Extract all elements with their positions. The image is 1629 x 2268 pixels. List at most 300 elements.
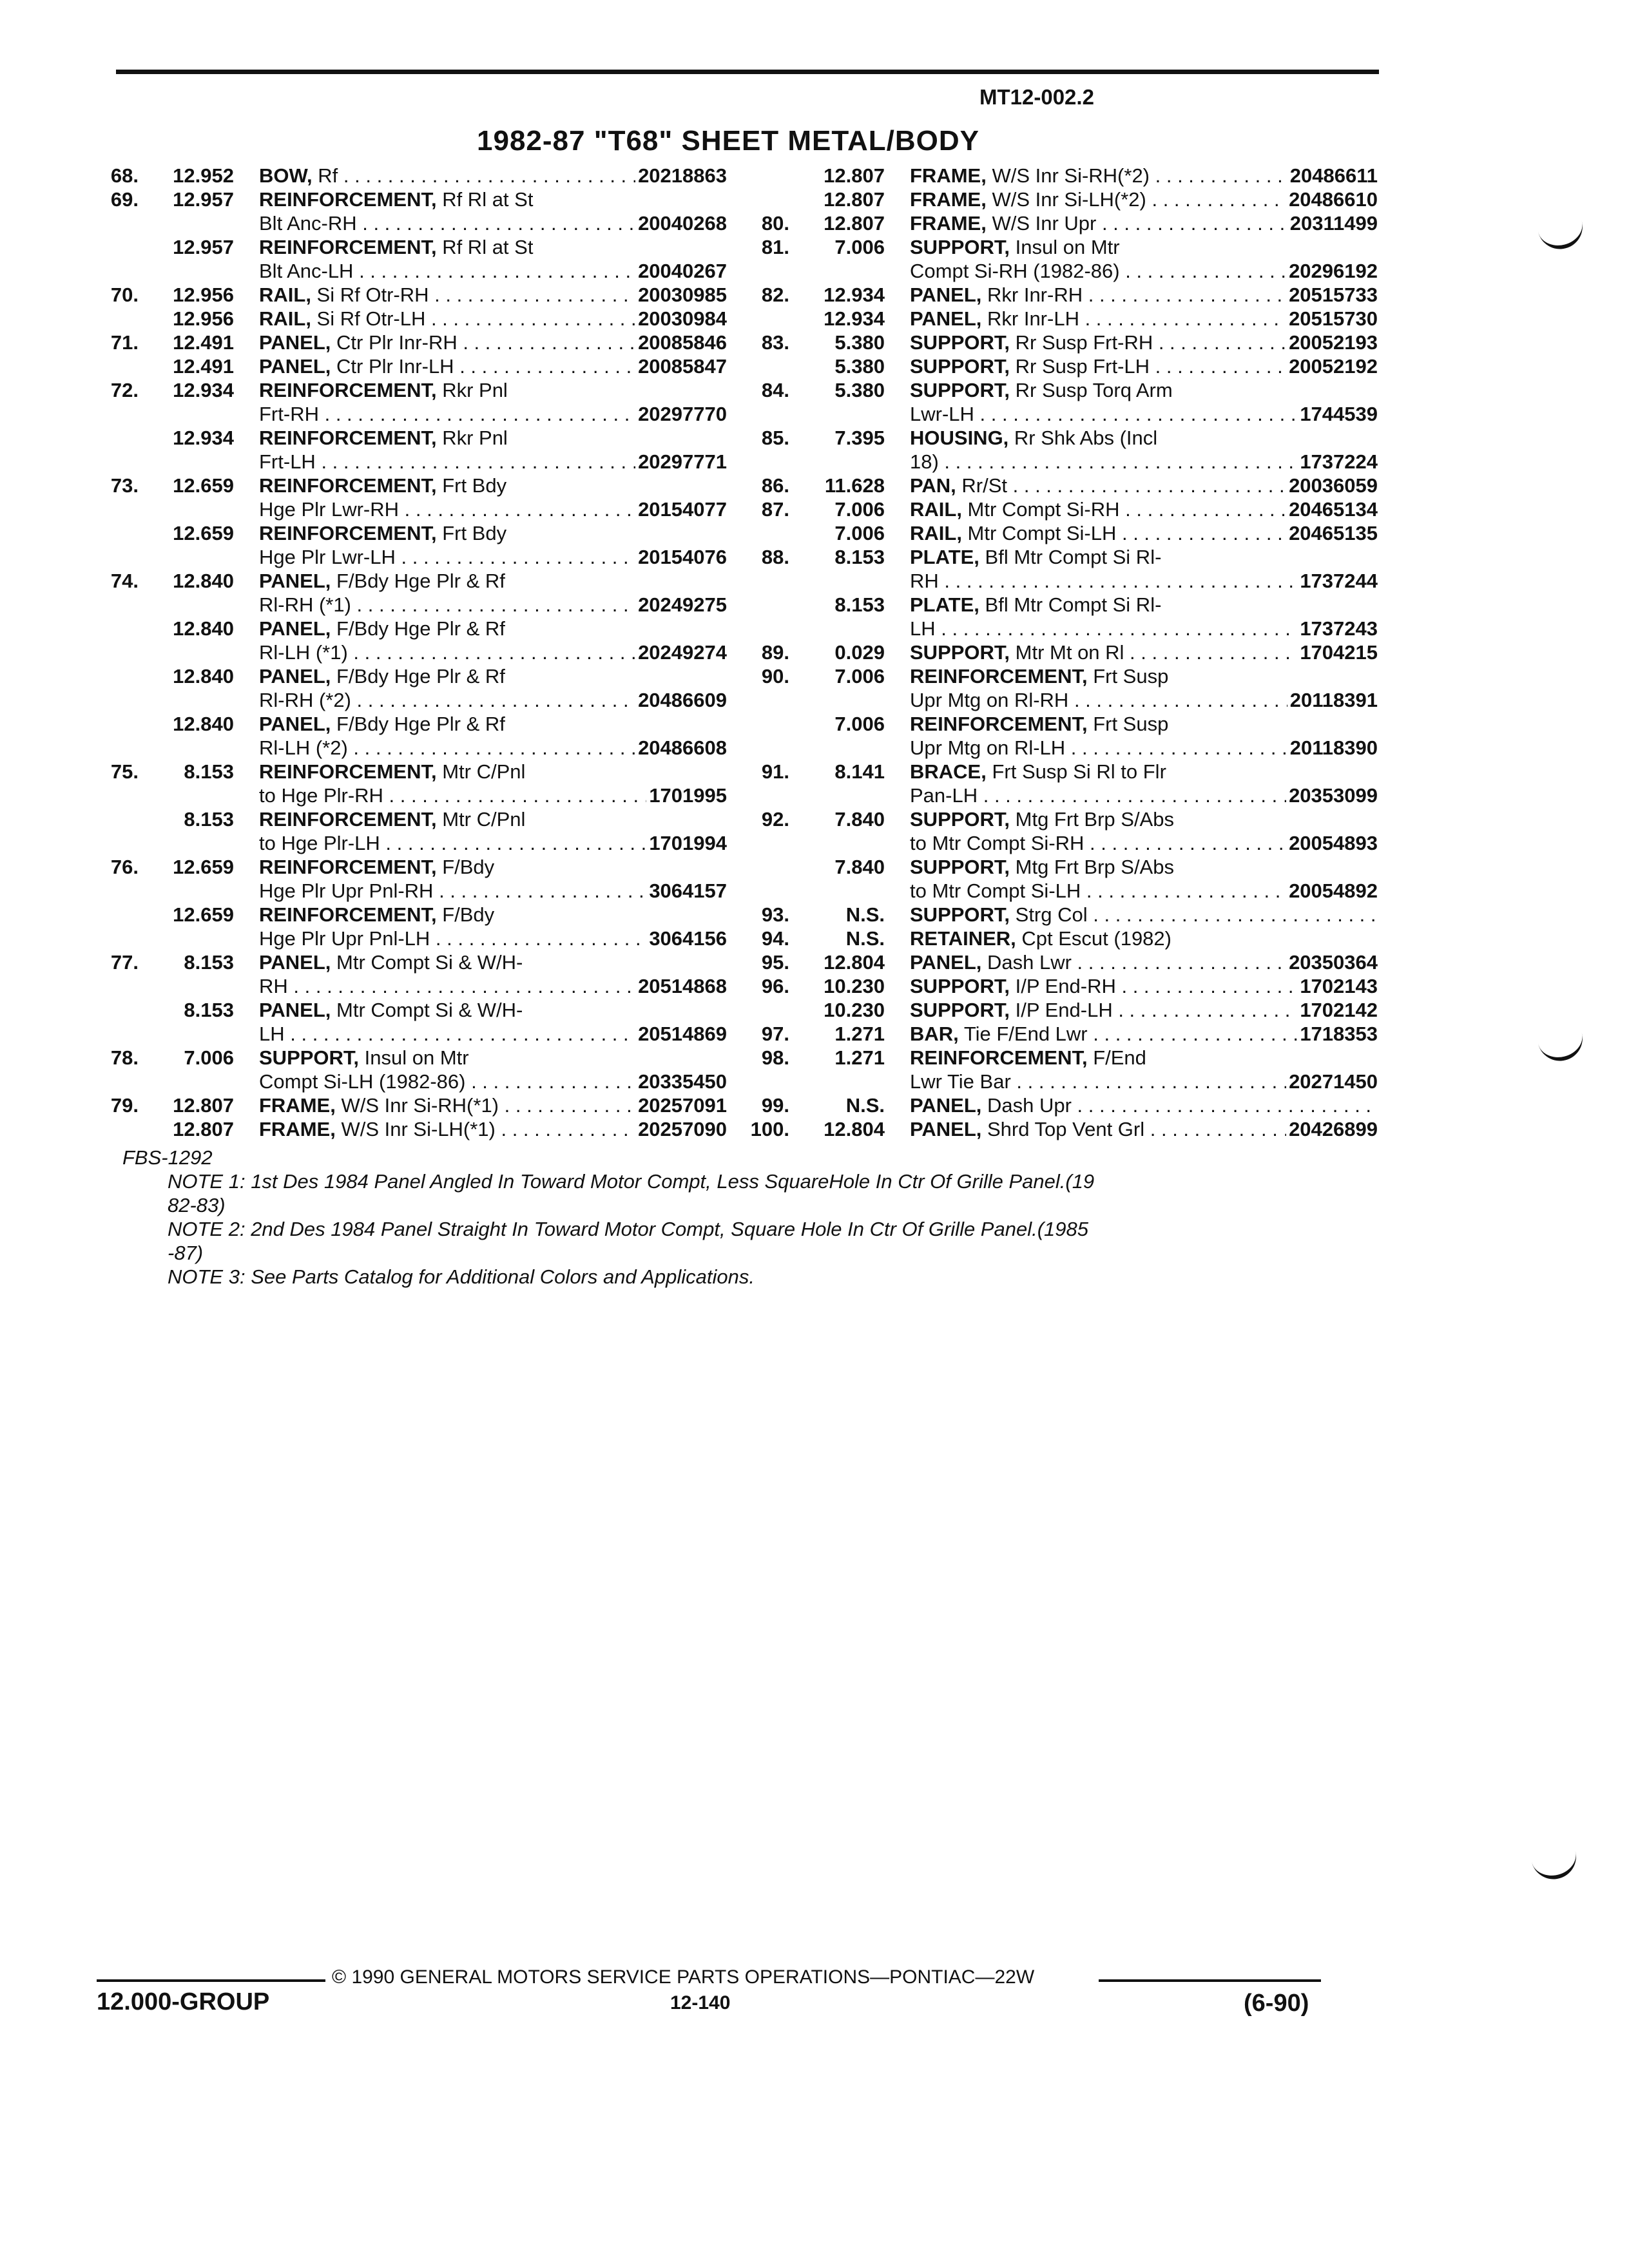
part-number: 1718353: [1297, 1022, 1378, 1046]
part-number: 20036059: [1286, 474, 1378, 497]
part-number: 20257091: [635, 1093, 727, 1117]
part-number: 20297771: [635, 450, 727, 474]
part-description: [259, 950, 727, 974]
part-detail: Lwr-LH: [910, 403, 974, 425]
note-2: NOTE 2: 2nd Des 1984 Panel Straight In Toward Motor Compt, Square Hole In Ctr Of Grille Panel.(1985: [168, 1218, 1088, 1240]
parts-list-row: [741, 927, 1385, 950]
part-detail: Dash Lwr: [981, 951, 1072, 974]
part-description: [259, 474, 727, 497]
part-description: [259, 211, 727, 235]
part-description: [259, 927, 727, 950]
part-detail: Mtr Compt Si & W/H-: [331, 951, 523, 974]
part-detail: Mtr Compt Si-RH: [961, 498, 1120, 521]
parts-list-row: [90, 998, 735, 1022]
part-description: [259, 831, 727, 855]
part-number: 20335450: [635, 1070, 727, 1093]
part-detail: F/Bdy Hge Plr & Rf: [331, 713, 505, 735]
part-number: 20514869: [635, 1022, 727, 1046]
group-code: 7.840: [834, 808, 885, 831]
parts-list-row: [741, 593, 1385, 617]
part-detail: Rr Susp Frt-RH: [1010, 331, 1153, 354]
header-rule: [116, 70, 1379, 74]
part-description: [259, 640, 727, 664]
part-detail: Frt-LH: [259, 450, 316, 473]
item-number: 79.: [110, 1094, 139, 1117]
parts-list-row: [90, 331, 735, 354]
parts-list-row: [90, 617, 735, 640]
part-detail: Frt Susp: [1087, 713, 1169, 735]
part-detail: Tie F/End Lwr: [958, 1023, 1088, 1045]
part-description: [259, 1093, 727, 1117]
part-description: [259, 664, 727, 688]
part-detail: Upr Mtg on Rl-RH: [910, 689, 1069, 711]
parts-list-row: [90, 950, 735, 974]
part-number: 20040268: [635, 211, 727, 235]
part-detail: Rr Susp Torq Arm: [1010, 379, 1173, 401]
group-code: 1.271: [834, 1023, 885, 1045]
group-code: 8.141: [834, 760, 885, 783]
item-number: 71.: [110, 331, 139, 354]
binder-hole-mark: [1538, 220, 1588, 254]
part-detail: Hge Plr Upr Pnl-LH: [259, 927, 430, 950]
group-code: N.S.: [845, 1094, 885, 1117]
part-description: [910, 807, 1378, 831]
part-name: HOUSING,: [910, 427, 1009, 449]
item-number: 85.: [761, 427, 789, 449]
group-code: 7.006: [184, 1046, 234, 1069]
part-number: 1701994: [646, 831, 727, 855]
parts-list-row: [741, 187, 1385, 211]
part-description: [910, 521, 1378, 545]
part-detail: Rkr Inr-LH: [981, 307, 1079, 330]
parts-list-row: [90, 903, 735, 927]
part-description: [910, 569, 1378, 593]
parts-list-row: [90, 1022, 735, 1046]
parts-list-row: [90, 855, 735, 879]
fbs-code: FBS-1292: [122, 1146, 213, 1169]
part-description: [259, 307, 727, 331]
part-name: PANEL,: [910, 951, 982, 974]
part-detail: Rkr Pnl: [436, 427, 508, 449]
part-detail: I/P End-RH: [1010, 975, 1116, 997]
parts-list-row: [741, 807, 1385, 831]
item-number: 69.: [110, 188, 139, 211]
part-description: [910, 402, 1378, 426]
part-description: [259, 378, 727, 402]
part-description: [259, 712, 727, 736]
parts-list-row: [741, 235, 1385, 259]
group-code: 7.006: [834, 713, 885, 735]
group-code: 12.659: [173, 903, 234, 926]
part-name: PLATE,: [910, 593, 979, 616]
part-name: REINFORCEMENT,: [910, 665, 1088, 687]
part-name: RAIL,: [910, 498, 962, 521]
part-detail: Rl-LH (*1): [259, 641, 348, 664]
part-description: [910, 426, 1378, 450]
group-code: 5.380: [834, 331, 885, 354]
part-number: 20486611: [1287, 164, 1378, 187]
part-description: [259, 426, 727, 450]
part-number: 20052192: [1286, 354, 1378, 378]
parts-list-row: [741, 879, 1385, 903]
parts-list-row: [90, 426, 735, 450]
part-number: 20118391: [1287, 688, 1378, 712]
note-1-cont: 82-83): [168, 1194, 226, 1216]
item-number: 81.: [761, 236, 789, 258]
page-number: 12-140: [670, 1992, 731, 2013]
part-number: 20271450: [1286, 1070, 1378, 1093]
part-detail: Rf Rl at St: [436, 236, 534, 258]
page-title: 1982-87 "T68" SHEET METAL/BODY: [477, 125, 979, 157]
part-detail: Pan-LH: [910, 784, 978, 807]
parts-list-left: [90, 164, 735, 1141]
part-detail: Mtr Compt Si & W/H-: [331, 999, 523, 1021]
parts-list-row: [90, 569, 735, 593]
parts-list-row: [741, 378, 1385, 402]
group-code: 12.807: [824, 212, 885, 235]
part-number: 1737224: [1297, 450, 1378, 474]
part-number: 3064156: [646, 927, 727, 950]
item-number: 82.: [761, 284, 789, 306]
parts-list-row: [90, 712, 735, 736]
parts-list-row: [90, 474, 735, 497]
parts-list-row: [90, 235, 735, 259]
part-description: [910, 497, 1378, 521]
part-number: 20054893: [1286, 831, 1378, 855]
parts-list-row: [741, 831, 1385, 855]
part-detail: F/Bdy Hge Plr & Rf: [331, 570, 505, 592]
part-description: [259, 283, 727, 307]
part-name: PLATE,: [910, 546, 979, 568]
part-description: [259, 736, 727, 760]
part-name: BAR,: [910, 1023, 959, 1045]
group-code: 12.957: [173, 236, 234, 258]
part-detail: Rkr Inr-RH: [981, 284, 1083, 306]
part-description: [910, 640, 1378, 664]
part-name: REINFORCEMENT,: [910, 713, 1088, 735]
part-detail: W/S Inr Si-LH(*1): [335, 1118, 496, 1140]
part-detail: Shrd Top Vent Grl: [981, 1118, 1145, 1140]
part-description: [259, 187, 727, 211]
part-number: 20052193: [1286, 331, 1378, 354]
part-name: FRAME,: [259, 1094, 336, 1117]
part-detail: W/S Inr Si-RH(*2): [986, 164, 1150, 187]
parts-list-row: [741, 283, 1385, 307]
part-name: REINFORCEMENT,: [259, 236, 437, 258]
group-code: 12.840: [173, 665, 234, 687]
part-name: SUPPORT,: [910, 355, 1010, 378]
part-detail: F/Bdy Hge Plr & Rf: [331, 617, 505, 640]
parts-list-row: [741, 1046, 1385, 1070]
parts-list-row: [741, 1117, 1385, 1141]
part-number: 20353099: [1286, 783, 1378, 807]
part-detail: to Hge Plr-LH: [259, 832, 380, 854]
parts-list-row: [741, 688, 1385, 712]
part-description: [910, 855, 1378, 879]
part-number: 20030985: [635, 283, 727, 307]
binder-hole-mark: [1532, 1850, 1581, 1884]
part-number: 20040267: [635, 259, 727, 283]
part-number: 20249275: [635, 593, 727, 617]
part-description: [259, 164, 727, 187]
parts-list-row: [741, 736, 1385, 760]
part-description: [259, 497, 727, 521]
part-detail: Compt Si-RH (1982-86): [910, 260, 1120, 282]
part-detail: Frt-RH: [259, 403, 319, 425]
group-code: 12.804: [824, 1118, 885, 1140]
parts-list-row: [90, 283, 735, 307]
note-2-cont: -87): [168, 1242, 204, 1264]
part-number: 1704215: [1297, 640, 1378, 664]
parts-list-row: [741, 569, 1385, 593]
item-number: 77.: [110, 951, 139, 974]
part-description: [259, 593, 727, 617]
part-number: 20350364: [1286, 950, 1378, 974]
item-number: 87.: [761, 498, 789, 521]
part-name: REINFORCEMENT,: [259, 903, 437, 926]
parts-list-row: [90, 1117, 735, 1141]
parts-list-row: [90, 450, 735, 474]
part-description: [259, 760, 727, 783]
parts-list-row: [90, 593, 735, 617]
parts-list-row: [741, 783, 1385, 807]
part-detail: Rr/St: [956, 474, 1007, 497]
part-description: [259, 855, 727, 879]
group-code: 12.934: [173, 379, 234, 401]
parts-list-row: [90, 760, 735, 783]
part-number: 20030984: [635, 307, 727, 331]
parts-list-row: [741, 259, 1385, 283]
part-name: RAIL,: [259, 284, 311, 306]
part-detail: Si Rf Otr-LH: [311, 307, 426, 330]
parts-list-row: [90, 164, 735, 187]
part-number: 3064157: [646, 879, 727, 903]
parts-list-row: [741, 354, 1385, 378]
part-detail: Rkr Pnl: [436, 379, 508, 401]
part-detail: Strg Col: [1010, 903, 1088, 926]
parts-list-right: [741, 164, 1385, 1141]
parts-list-row: [90, 378, 735, 402]
part-number: 20085847: [635, 354, 727, 378]
item-number: 73.: [110, 474, 139, 497]
part-detail: W/S Inr Si-LH(*2): [986, 188, 1146, 211]
part-description: [259, 569, 727, 593]
part-name: REINFORCEMENT,: [259, 427, 437, 449]
part-description: [259, 807, 727, 831]
parts-list-row: [90, 1046, 735, 1070]
parts-list-row: [90, 783, 735, 807]
parts-list-row: [741, 521, 1385, 545]
part-description: [259, 450, 727, 474]
part-name: FRAME,: [910, 212, 987, 235]
part-description: [910, 974, 1378, 998]
part-description: [910, 927, 1378, 950]
part-detail: Mtr Compt Si-LH: [961, 522, 1117, 544]
group-code: 12.956: [173, 307, 234, 330]
part-number: 1737243: [1297, 617, 1378, 640]
part-description: [259, 235, 727, 259]
group-code: 10.230: [824, 999, 885, 1021]
parts-list-row: [741, 1022, 1385, 1046]
part-description: [910, 331, 1378, 354]
part-description: [259, 1070, 727, 1093]
group-code: 12.934: [824, 307, 885, 330]
item-number: 74.: [110, 570, 139, 592]
part-detail: to Hge Plr-RH: [259, 784, 383, 807]
group-code: 7.006: [834, 498, 885, 521]
part-detail: Insul on Mtr: [359, 1046, 469, 1069]
parts-list-row: [741, 331, 1385, 354]
part-detail: Mtr C/Pnl: [436, 808, 526, 831]
item-number: 70.: [110, 284, 139, 306]
part-description: [259, 617, 727, 640]
part-description: [910, 879, 1378, 903]
part-number: 20154077: [635, 497, 727, 521]
group-code: 8.153: [184, 808, 234, 831]
group-code: 12.840: [173, 713, 234, 735]
part-number: 20465134: [1286, 497, 1378, 521]
part-name: RAIL,: [259, 307, 311, 330]
parts-list-row: [90, 259, 735, 283]
part-description: [910, 259, 1378, 283]
parts-list-row: [741, 712, 1385, 736]
part-description: [910, 187, 1378, 211]
part-description: [259, 1117, 727, 1141]
parts-list-row: [741, 998, 1385, 1022]
group-code: 8.153: [834, 546, 885, 568]
part-name: RAIL,: [910, 522, 962, 544]
part-description: [910, 760, 1378, 783]
part-description: [259, 903, 727, 927]
part-description: [259, 688, 727, 712]
part-number: 20296192: [1286, 259, 1378, 283]
parts-list-row: [90, 807, 735, 831]
parts-list-row: [90, 354, 735, 378]
item-number: 84.: [761, 379, 789, 401]
group-code: 5.380: [834, 355, 885, 378]
part-description: [910, 450, 1378, 474]
item-number: 75.: [110, 760, 139, 783]
parts-list-row: [741, 950, 1385, 974]
item-number: 92.: [761, 808, 789, 831]
part-description: [259, 1046, 727, 1070]
part-name: REINFORCEMENT,: [259, 808, 437, 831]
part-name: REINFORCEMENT,: [259, 856, 437, 878]
part-description: [259, 998, 727, 1022]
part-number: 20085846: [635, 331, 727, 354]
part-description: [910, 1093, 1378, 1117]
parts-list-row: [741, 855, 1385, 879]
copyright: © 1990 GENERAL MOTORS SERVICE PARTS OPERATIONS—PONTIAC—22W: [332, 1966, 1035, 1988]
part-name: SUPPORT,: [910, 641, 1010, 664]
part-name: PAN,: [910, 474, 956, 497]
item-number: 99.: [761, 1094, 789, 1117]
item-number: 80.: [761, 212, 789, 235]
part-number: 1702143: [1297, 974, 1378, 998]
item-number: 95.: [761, 951, 789, 974]
part-detail: Si Rf Otr-RH: [311, 284, 429, 306]
part-description: [910, 688, 1378, 712]
part-description: [910, 164, 1378, 187]
parts-list-row: [741, 974, 1385, 998]
parts-list-row: [741, 903, 1385, 927]
part-detail: Rf Rl at St: [436, 188, 534, 211]
part-name: PANEL,: [910, 1118, 982, 1140]
part-name: PANEL,: [259, 999, 331, 1021]
part-name: PANEL,: [259, 665, 331, 687]
part-name: PANEL,: [910, 1094, 982, 1117]
part-name: BOW,: [259, 164, 313, 187]
parts-list-row: [90, 664, 735, 688]
part-number: 20486609: [635, 688, 727, 712]
part-description: [910, 1117, 1378, 1141]
group-code: 7.006: [834, 522, 885, 544]
part-number: 20515733: [1286, 283, 1378, 307]
part-description: [910, 1070, 1378, 1093]
part-detail: Rl-RH (*1): [259, 593, 351, 616]
part-name: PANEL,: [259, 570, 331, 592]
part-name: SUPPORT,: [910, 856, 1010, 878]
group-code: 12.659: [173, 474, 234, 497]
parts-list-row: [741, 450, 1385, 474]
part-description: [910, 545, 1378, 569]
part-description: [910, 211, 1378, 235]
part-description: [259, 521, 727, 545]
part-description: [910, 783, 1378, 807]
group-code: 11.628: [824, 474, 885, 497]
part-number: 20486610: [1286, 187, 1378, 211]
part-name: FRAME,: [910, 164, 987, 187]
group-code: 12.491: [173, 331, 234, 354]
group-code: 12.807: [824, 164, 885, 187]
part-number: 20486608: [635, 736, 727, 760]
part-detail: Dash Upr: [981, 1094, 1072, 1117]
parts-list-row: [90, 497, 735, 521]
part-detail: Upr Mtg on Rl-LH: [910, 736, 1066, 759]
revision-date: (6-90): [1244, 1990, 1309, 2017]
parts-list-row: [90, 211, 735, 235]
item-number: 83.: [761, 331, 789, 354]
part-name: REINFORCEMENT,: [259, 760, 437, 783]
part-description: [910, 474, 1378, 497]
part-detail: Compt Si-LH (1982-86): [259, 1070, 466, 1093]
part-description: [910, 712, 1378, 736]
group-code: 10.230: [824, 975, 885, 997]
parts-list-row: [741, 664, 1385, 688]
part-name: PANEL,: [910, 307, 982, 330]
parts-list-row: [741, 164, 1385, 187]
group-code: 8.153: [834, 593, 885, 616]
binder-hole-mark: [1538, 1032, 1588, 1066]
part-description: [910, 617, 1378, 640]
part-name: SUPPORT,: [910, 975, 1010, 997]
part-detail: Frt Susp Si Rl to Flr: [986, 760, 1166, 783]
parts-list-row: [741, 1093, 1385, 1117]
part-name: PANEL,: [259, 951, 331, 974]
part-number: 20297770: [635, 402, 727, 426]
part-detail: to Mtr Compt Si-LH: [910, 879, 1081, 902]
part-detail: Lwr Tie Bar: [910, 1070, 1011, 1093]
part-name: PANEL,: [259, 617, 331, 640]
part-number: 20154076: [635, 545, 727, 569]
part-name: PANEL,: [259, 355, 331, 378]
part-detail: Blt Anc-RH: [259, 212, 357, 235]
item-number: 76.: [110, 856, 139, 878]
group-code: 12.952: [173, 164, 234, 187]
part-name: SUPPORT,: [259, 1046, 360, 1069]
item-number: 100.: [750, 1118, 789, 1140]
note-1: NOTE 1: 1st Des 1984 Panel Angled In Toward Motor Compt, Less SquareHole In Ctr Of Grille Panel.(19: [168, 1170, 1095, 1193]
